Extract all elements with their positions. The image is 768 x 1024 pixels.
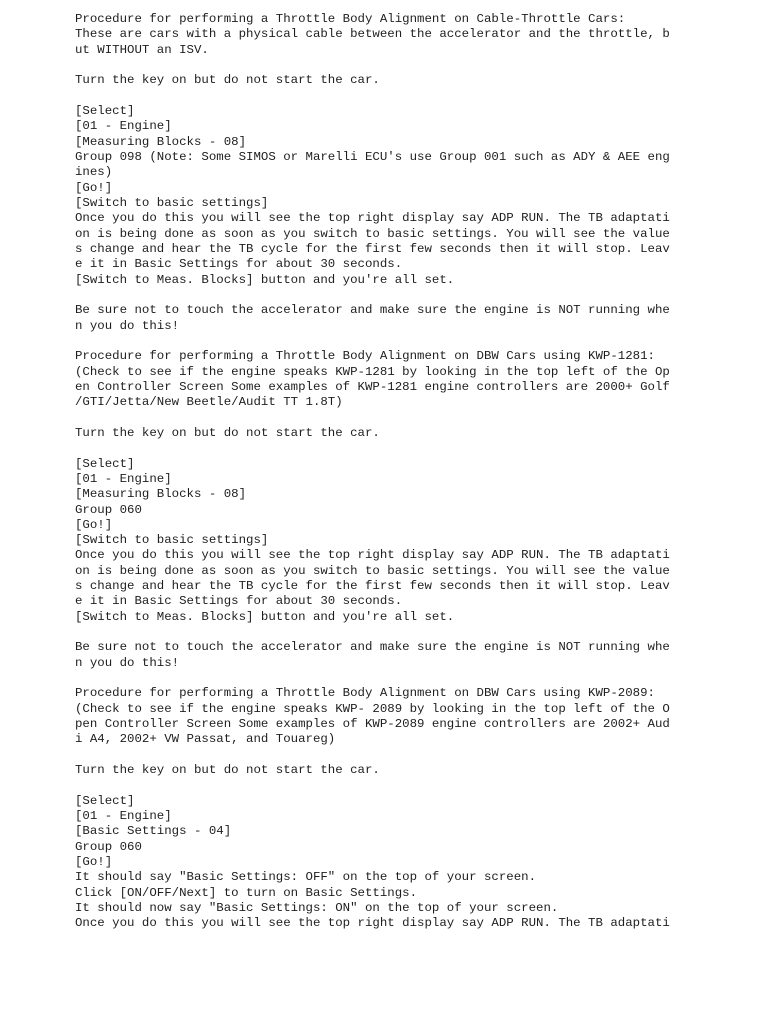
document-line: It should now say "Basic Settings: ON" on the top of your screen.: [75, 901, 559, 916]
document-line: [75, 625, 685, 640]
document-line: [Measuring Blocks - 08]: [75, 134, 247, 149]
document-line: e it in Basic Settings for about 30 seconds.: [75, 257, 403, 272]
document-line: Once you do this you will see the top right display say ADP RUN. The TB adaptati: [75, 548, 670, 563]
document-line: [Select]: [75, 103, 135, 118]
document-line: [Switch to Meas. Blocks] button and you're all set.: [75, 272, 455, 287]
document-line: [Switch to basic settings]: [75, 533, 269, 548]
document-line: [Switch to Meas. Blocks] button and you're all set.: [75, 609, 455, 624]
document-line: e it in Basic Settings for about 30 seconds.: [75, 594, 403, 609]
document-line: (Check to see if the engine speaks KWP- 2089 by looking in the top left of the O: [75, 701, 670, 716]
document-line: Procedure for performing a Throttle Body Alignment on Cable-Throttle Cars:: [75, 12, 626, 26]
document-line: Group 098 (Note: Some SIMOS or Marelli ECU's use Group 001 such as ADY & AEE eng: [75, 149, 670, 164]
document-line: [75, 441, 685, 456]
document-line: [75, 748, 685, 763]
document-line: [75, 58, 685, 73]
document-line: [Basic Settings - 04]: [75, 824, 232, 839]
document-line: n you do this!: [75, 655, 180, 670]
document-line: [01 - Engine]: [75, 471, 172, 486]
document-line: pen Controller Screen Some examples of KWP-2089 engine controllers are 2002+ Aud: [75, 717, 670, 732]
document-line: These are cars with a physical cable between the accelerator and the throttle, b: [75, 27, 670, 42]
document-line: s change and hear the TB cycle for the first few seconds then it will stop. Leav: [75, 579, 670, 594]
document-line: It should say "Basic Settings: OFF" on the top of your screen.: [75, 870, 537, 885]
document-line: ines): [75, 165, 113, 180]
document-line: Once you do this you will see the top right display say ADP RUN. The TB adaptati: [75, 211, 670, 226]
document-line: [75, 671, 685, 686]
document-line: [75, 778, 685, 793]
document-line: Procedure for performing a Throttle Body Alignment on DBW Cars using KWP-1281:: [75, 349, 655, 364]
document-line: [Select]: [75, 456, 135, 471]
document-line: [Go!]: [75, 855, 113, 870]
document-line: on is being done as soon as you switch to basic settings. You will see the value: [75, 563, 670, 578]
document-line: [75, 334, 685, 349]
document-line: [75, 288, 685, 303]
document-line: on is being done as soon as you switch to basic settings. You will see the value: [75, 226, 670, 241]
document-line: [75, 411, 685, 426]
document-line: Group 060: [75, 839, 142, 854]
document-line: Once you do this you will see the top right display say ADP RUN. The TB adaptati: [75, 916, 670, 931]
document-line: s change and hear the TB cycle for the first few seconds then it will stop. Leav: [75, 241, 670, 256]
document-line: [Select]: [75, 793, 135, 808]
document-line: [Switch to basic settings]: [75, 195, 269, 210]
document-line: [75, 89, 685, 104]
document-line: Turn the key on but do not start the car.: [75, 763, 380, 778]
document-line: n you do this!: [75, 318, 180, 333]
document-line: en Controller Screen Some examples of KWP-1281 engine controllers are 2000+ Golf: [75, 379, 670, 394]
document-line: Be sure not to touch the accelerator and make sure the engine is NOT running whe: [75, 640, 670, 655]
document-text-body: [75, 12, 685, 932]
document-line: Be sure not to touch the accelerator and make sure the engine is NOT running whe: [75, 303, 670, 318]
document-line: Procedure for performing a Throttle Body Alignment on DBW Cars using KWP-2089:: [75, 686, 655, 701]
document-line: i A4, 2002+ VW Passat, and Touareg): [75, 732, 336, 747]
document-line: Turn the key on but do not start the car.: [75, 425, 380, 440]
document-line: Turn the key on but do not start the car.: [75, 73, 380, 88]
document-line: /GTI/Jetta/New Beetle/Audit TT 1.8T): [75, 395, 343, 410]
document-line: [01 - Engine]: [75, 119, 172, 134]
document-line: [01 - Engine]: [75, 809, 172, 824]
document-line: Click [ON/OFF/Next] to turn on Basic Settings.: [75, 885, 418, 900]
document-line: ut WITHOUT an ISV.: [75, 42, 209, 57]
document-line: [Go!]: [75, 517, 113, 532]
document-line: Group 060: [75, 502, 142, 517]
document-line: [Go!]: [75, 180, 113, 195]
document-line: [Measuring Blocks - 08]: [75, 487, 247, 502]
document-line: (Check to see if the engine speaks KWP-1281 by looking in the top left of the Op: [75, 364, 670, 379]
